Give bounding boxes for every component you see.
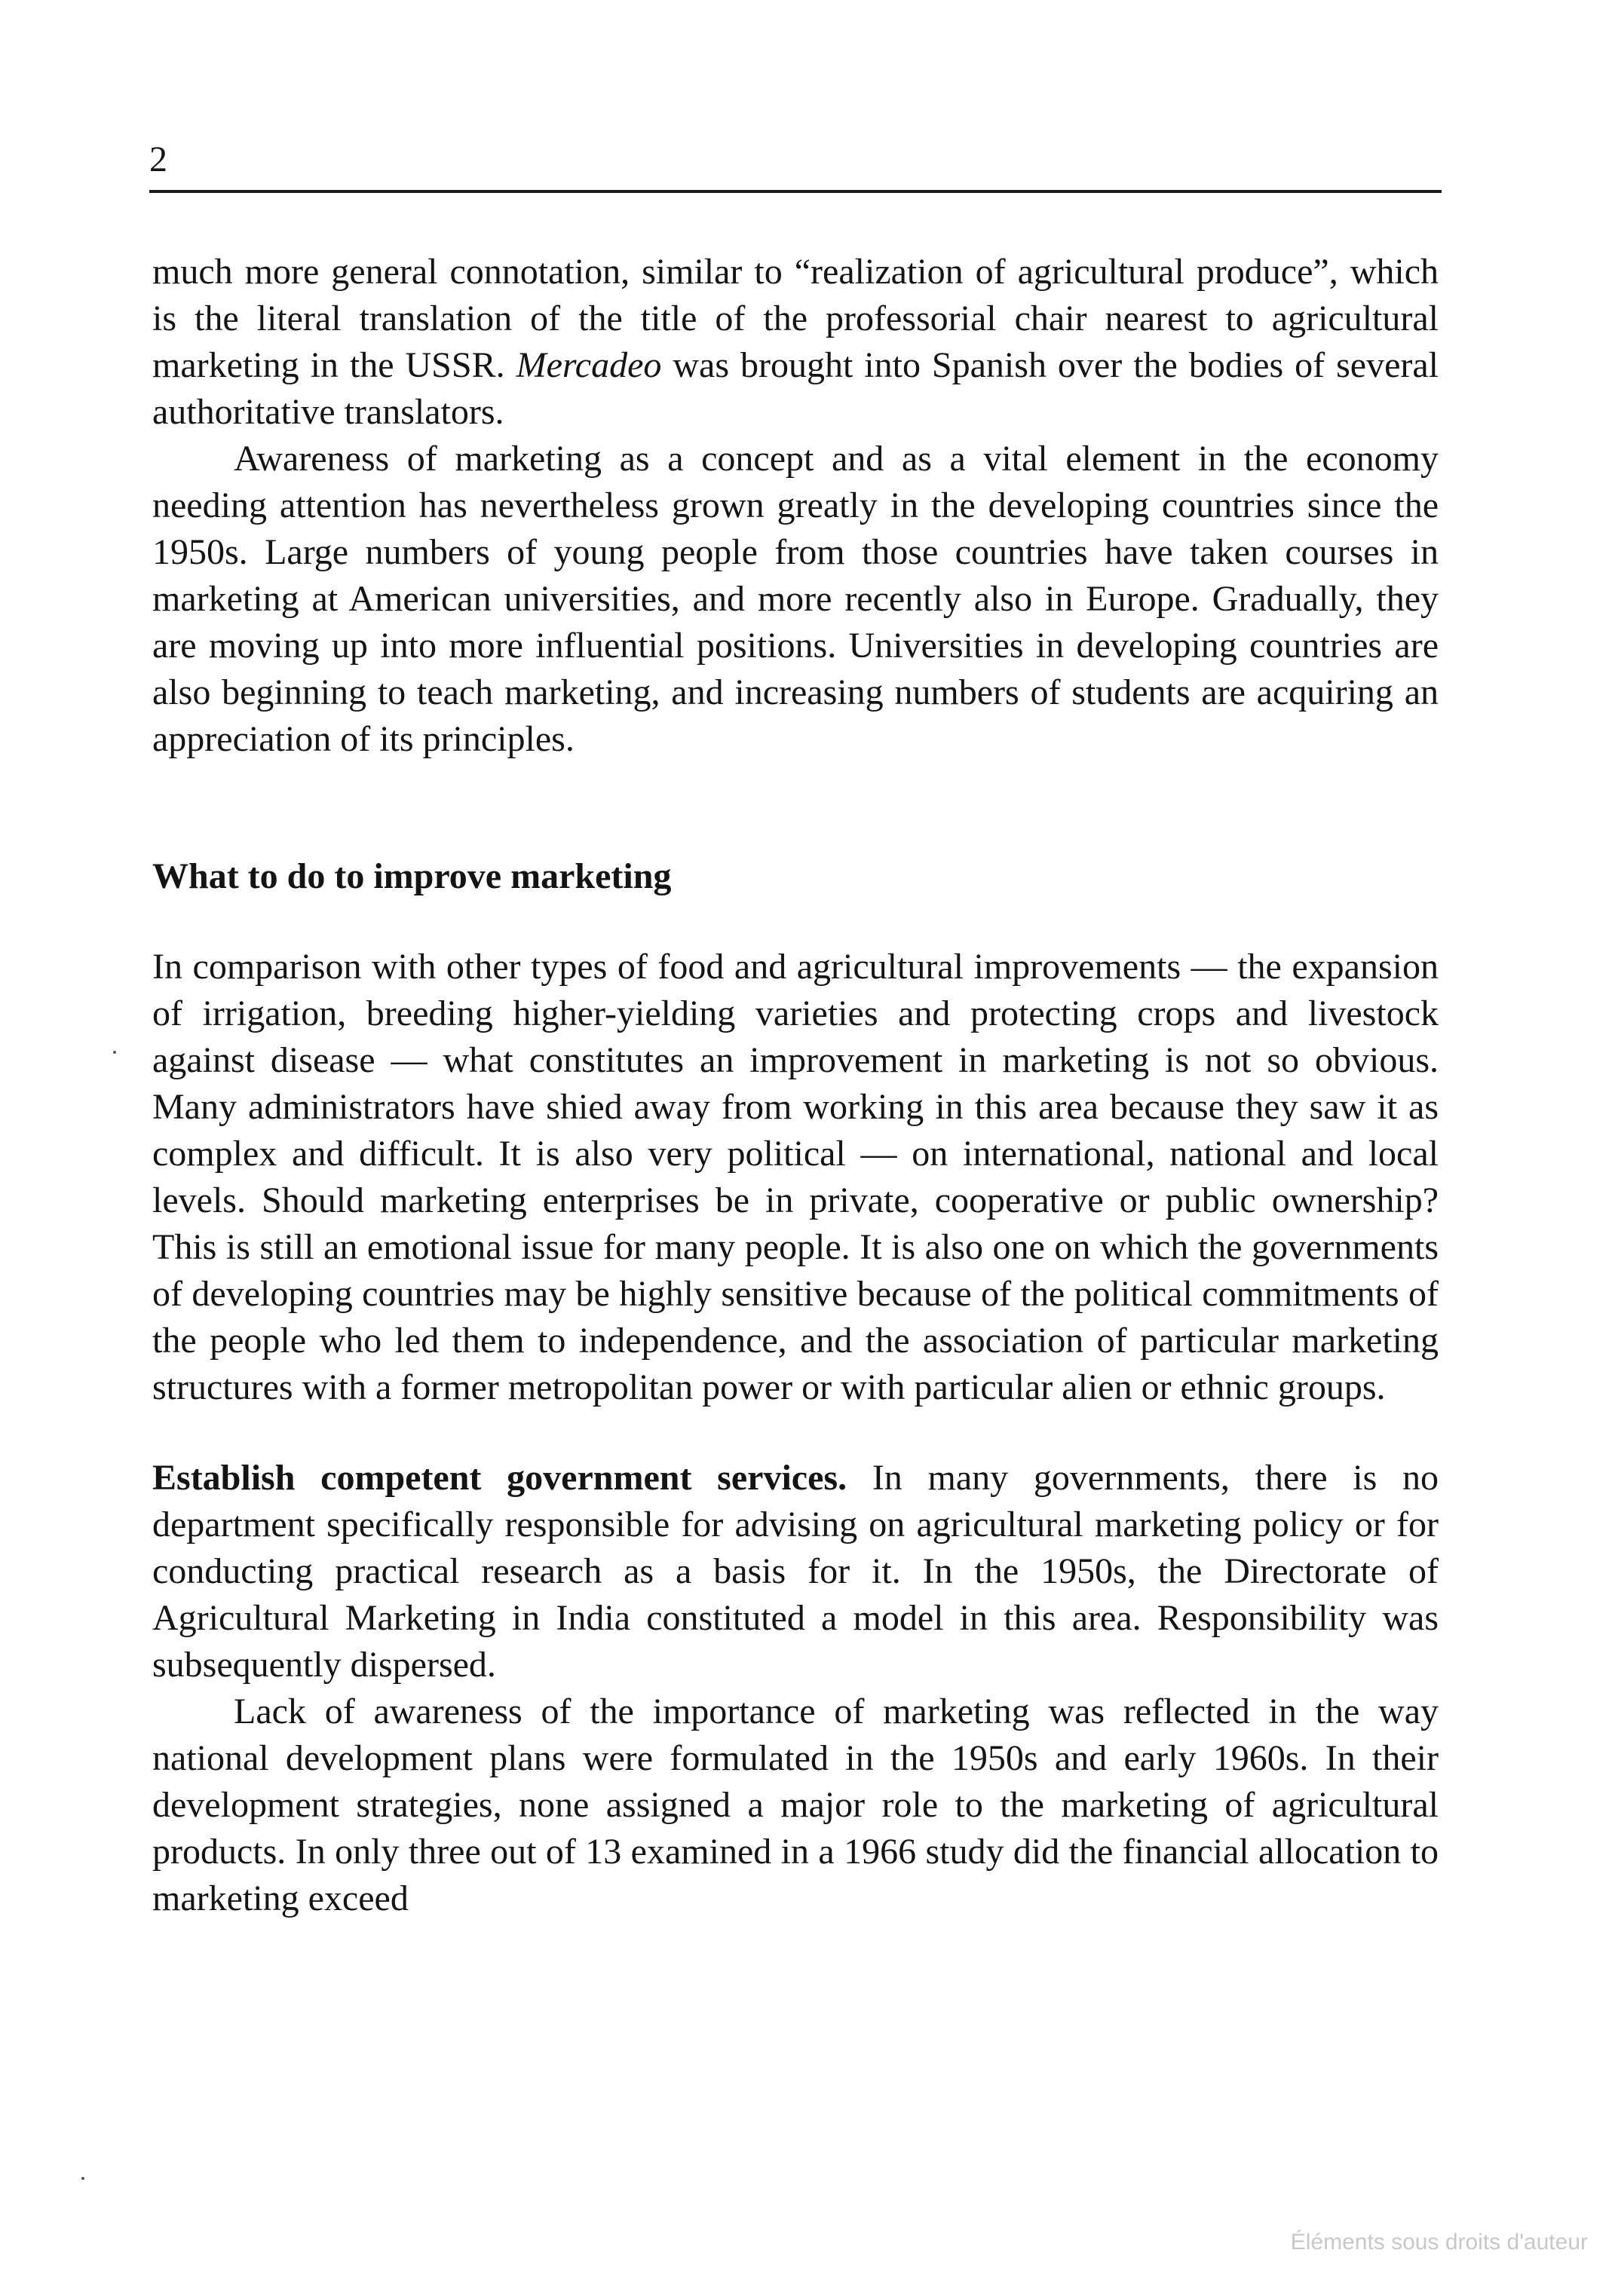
scan-speck — [113, 1051, 116, 1054]
paragraph-continuation — [152, 249, 1439, 436]
section-heading: What to do to improve marketing — [152, 856, 672, 896]
copyright-watermark: Éléments sous droits d'auteur — [1290, 2230, 1588, 2255]
header-rule — [149, 190, 1442, 193]
scan-speck — [81, 2177, 84, 2180]
paragraph-lack-of-awareness: Lack of awareness of the importance of marketing was reflected in the way national development plans were formulated in the 1950s and early 1960s. In their development strategies, none assigned a major role to the marketing of agricultural products. In only three out of 13 examined in a 1966 study did the financial allocation to marketing exceed — [152, 1691, 1439, 1918]
italic-term: Mercadeo — [516, 345, 662, 385]
paragraph-government-services — [152, 1455, 1439, 1688]
paragraph-text: In many governments, there is no department specifically responsible for advising on agricultural marketing policy or for conducting practical research as a basis for it. In the 1950s, the Directorate of Agricultural Marketing in India constituted a model in this area. Responsibility was subsequently dispersed. — [152, 1458, 1439, 1685]
paragraph-comparison: In comparison with other types of food and agricultural improvements — the expansion of irrigation, breeding higher-yielding varieties and protecting crops and livestock against disease — what constitutes an improvement in marketing is not so obvious. Many administrators have shied away from working in this area because they saw it as complex and difficult. It is also very political — on international, national and local levels. Should marketing enterprises be in private, cooperative or public ownership? This is still an emotional issue for many people. It is also one on which the governments of developing countries may be highly sensitive because of the political commitments of the people who led them to independence, and the association of particular marketing structures with a former metropolitan power or with particular alien or ethnic groups. — [152, 947, 1439, 1407]
paragraph-awareness: Awareness of marketing as a concept and as a vital element in the economy needing attention has nevertheless grown greatly in the developing countries since the 1950s. Large numbers of young people from those countries have taken courses in marketing at American universities, and more recently also in Europe. Gradually, they are moving up into more influential positions. Universities in developing countries are also beginning to teach marketing, and increasing numbers of students are acquiring an appreciation of its principles. — [152, 439, 1439, 759]
paragraph-text: was brought into Spanish over the bodies of several authoritative translators. — [152, 345, 1439, 432]
paragraph-text: much more general connotation, similar to “realization of agricultural produce”, which is the literal translation of the title of the professorial chair nearest to agricultural marketing in the USSR. — [152, 252, 1439, 385]
run-in-heading: Establish competent government services. — [152, 1458, 847, 1498]
page-number: 2 — [149, 139, 167, 179]
page-body — [152, 249, 1439, 1922]
